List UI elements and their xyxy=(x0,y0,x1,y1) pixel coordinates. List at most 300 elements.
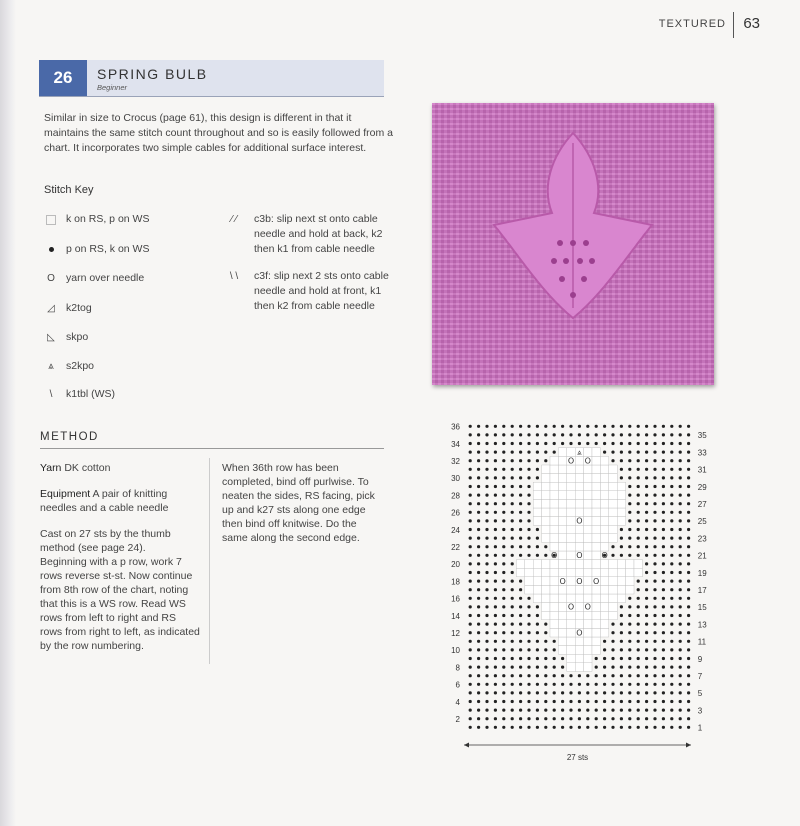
chart-cell-purl xyxy=(670,425,673,428)
chart-cell-purl xyxy=(511,623,514,626)
chart-cell-knit xyxy=(533,491,541,500)
chart-cell-purl xyxy=(603,683,606,686)
chart-cell-purl xyxy=(679,597,682,600)
chart-cell-purl xyxy=(611,726,614,729)
chart-cell-purl xyxy=(662,614,665,617)
chart-cell-knit xyxy=(575,482,583,491)
chart-cell-purl xyxy=(561,433,564,436)
knitted-swatch-photo xyxy=(432,103,714,385)
chart-cell-purl xyxy=(603,657,606,660)
chart-cell-purl xyxy=(544,433,547,436)
chart-cell-purl xyxy=(553,640,556,643)
pattern-title-bar xyxy=(39,60,384,97)
chart-cell-purl xyxy=(679,502,682,505)
chart-cell-purl xyxy=(553,674,556,677)
chart-cell-purl xyxy=(494,631,497,634)
chart-cell-purl xyxy=(519,502,522,505)
chart-cell-knit xyxy=(592,465,600,474)
chart-cell-purl xyxy=(511,528,514,531)
chart-cell-knit xyxy=(558,551,566,560)
chart-cell-purl xyxy=(662,623,665,626)
chart-cell-purl xyxy=(553,700,556,703)
chart-cell-knit xyxy=(567,508,575,517)
chart-cell-purl xyxy=(645,459,648,462)
chart-cell-purl xyxy=(494,648,497,651)
cable-front-icon: \ \ xyxy=(229,271,239,282)
chart-cell-knit xyxy=(600,456,608,465)
chart-cell-purl xyxy=(637,494,640,497)
chart-cell-purl xyxy=(603,700,606,703)
chart-cell-purl xyxy=(544,554,547,557)
chart-cell-purl xyxy=(494,623,497,626)
chart-cell-purl xyxy=(519,537,522,540)
chart-cell-purl xyxy=(578,709,581,712)
chart-cell-purl xyxy=(620,666,623,669)
chart-cell-purl xyxy=(502,700,505,703)
chart-cell-purl xyxy=(679,726,682,729)
chart-cell-purl xyxy=(527,597,530,600)
chart-cell-purl xyxy=(502,717,505,720)
chart-cell-purl xyxy=(645,640,648,643)
chart-cell-purl xyxy=(494,476,497,479)
chart-cell-purl xyxy=(469,709,472,712)
chart-cell-purl xyxy=(502,459,505,462)
chart-cell-purl xyxy=(519,726,522,729)
chart-cell-purl xyxy=(687,425,690,428)
chart-cell-knit xyxy=(609,474,617,483)
chart-cell-knit xyxy=(600,534,608,543)
intro-paragraph: Similar in size to Crocus (page 61), this design is different in that it maintains the same stitch count throughout and so is easily followed from a chart. It incorporates two simple cables for additional surface interest. xyxy=(44,112,394,154)
chart-cell-purl xyxy=(670,717,673,720)
chart-cell-purl xyxy=(670,640,673,643)
chart-cell-knit xyxy=(634,560,642,569)
chart-cell-purl xyxy=(670,631,673,634)
chart-cell-purl xyxy=(536,537,539,540)
chart-cell-purl xyxy=(670,580,673,583)
chart-cell-purl xyxy=(519,648,522,651)
chart-cell-purl xyxy=(553,442,556,445)
chart-cell-knit xyxy=(542,508,550,517)
chart-cell-purl xyxy=(662,545,665,548)
chart-cell-purl xyxy=(620,648,623,651)
chart-cell-purl xyxy=(469,691,472,694)
chart-cell-purl xyxy=(645,528,648,531)
chart-cell-purl xyxy=(687,674,690,677)
chart-cell-purl xyxy=(469,580,472,583)
chart-cell-purl xyxy=(469,562,472,565)
chart-cell-purl xyxy=(679,476,682,479)
chart-cell-purl xyxy=(637,554,640,557)
chart-cell-knit xyxy=(558,646,566,655)
chart-cell-purl xyxy=(536,545,539,548)
chart-cell-purl xyxy=(485,554,488,557)
chart-cell-purl xyxy=(653,700,656,703)
chart-cell-purl xyxy=(628,648,631,651)
chart-cell-knit xyxy=(609,465,617,474)
row-label-right: 21 xyxy=(697,551,707,561)
chart-cell-purl xyxy=(670,494,673,497)
chart-cell-purl xyxy=(502,511,505,514)
chart-cell-purl xyxy=(494,640,497,643)
chart-cell-knit xyxy=(584,585,592,594)
chart-cell-purl xyxy=(569,442,572,445)
chart-cell-purl xyxy=(527,700,530,703)
chart-cell-purl xyxy=(477,528,480,531)
chart-cell-purl xyxy=(653,425,656,428)
chart-cell-purl xyxy=(519,433,522,436)
chart-cell-purl xyxy=(586,674,589,677)
chart-cell-knit xyxy=(584,628,592,637)
chart-cell-knit xyxy=(558,525,566,534)
chart-cell-purl xyxy=(628,554,631,557)
chart-cell-purl xyxy=(595,683,598,686)
chart-cell-purl xyxy=(611,554,614,557)
chart-cell-purl xyxy=(469,459,472,462)
chart-cell-purl xyxy=(679,631,682,634)
chart-cell-purl xyxy=(628,425,631,428)
chart-cell-purl xyxy=(536,691,539,694)
chart-cell-purl xyxy=(477,545,480,548)
chart-cell-purl xyxy=(611,666,614,669)
chart-cell-knit xyxy=(584,508,592,517)
chart-cell-purl xyxy=(679,571,682,574)
chart-cell-knit xyxy=(584,551,592,560)
row-label-right: 3 xyxy=(697,706,703,716)
chart-cell-purl xyxy=(536,631,539,634)
chart-cell-purl xyxy=(477,562,480,565)
chart-cell-purl xyxy=(670,459,673,462)
chart-cell-purl xyxy=(519,459,522,462)
chart-cell-knit xyxy=(584,577,592,586)
chart-cell-purl xyxy=(485,631,488,634)
chart-cell-knit xyxy=(558,474,566,483)
chart-cell-knit xyxy=(525,560,533,569)
chart-cell-purl xyxy=(511,425,514,428)
key-item-c3b: ⁄ ⁄ c3b: slip next st onto cable needle and hold at back, k2 then k1 from cable needle xyxy=(222,212,404,257)
chart-cell-purl xyxy=(637,640,640,643)
chart-cell-purl xyxy=(653,580,656,583)
row-label-left: 28 xyxy=(451,491,460,501)
chart-cell-purl xyxy=(502,502,505,505)
chart-cell-knit xyxy=(542,594,550,603)
chart-cell-purl xyxy=(645,511,648,514)
chart-cell-knit xyxy=(542,474,550,483)
chart-cell-purl xyxy=(469,528,472,531)
chart-cell-purl xyxy=(595,717,598,720)
chart-cell-purl xyxy=(527,451,530,454)
chart-cell-knit xyxy=(600,482,608,491)
chart-cell-purl xyxy=(679,528,682,531)
chart-cell-purl xyxy=(637,709,640,712)
chart-cell-purl xyxy=(653,485,656,488)
chart-cell-purl xyxy=(511,614,514,617)
chart-cell-purl xyxy=(536,657,539,660)
chart-cell-purl xyxy=(519,614,522,617)
row-label-left: 26 xyxy=(451,508,460,518)
chart-cell-knit xyxy=(575,499,583,508)
chart-cell-purl xyxy=(670,709,673,712)
chart-cell-knit xyxy=(609,517,617,526)
chart-cell-purl xyxy=(469,485,472,488)
yarn-over-icon: O xyxy=(567,456,575,466)
row-label-right: 19 xyxy=(697,568,707,578)
chart-cell-knit xyxy=(567,611,575,620)
chart-cell-knit xyxy=(567,448,575,457)
chart-cell-purl xyxy=(620,640,623,643)
chart-cell-purl xyxy=(653,502,656,505)
chart-cell-purl xyxy=(628,623,631,626)
chart-cell-purl xyxy=(536,674,539,677)
chart-cell-knit xyxy=(558,448,566,457)
chart-cell-knit xyxy=(533,568,541,577)
chart-cell-knit xyxy=(550,456,558,465)
chart-cell-knit xyxy=(558,508,566,517)
chart-cell-purl xyxy=(536,726,539,729)
chart-cell-purl xyxy=(603,648,606,651)
chart-cell-purl xyxy=(511,451,514,454)
chart-cell-purl xyxy=(502,494,505,497)
chart-cell-purl xyxy=(527,468,530,471)
chart-cell-purl xyxy=(611,691,614,694)
chart-cell-purl xyxy=(469,588,472,591)
row-label-left: 24 xyxy=(451,525,460,535)
chart-cell-purl xyxy=(569,700,572,703)
chart-cell-knit xyxy=(600,594,608,603)
chart-cell-knit xyxy=(575,534,583,543)
chart-cell-purl xyxy=(519,709,522,712)
chart-cell-purl xyxy=(494,691,497,694)
chart-cell-purl xyxy=(569,683,572,686)
chart-cell-knit xyxy=(609,508,617,517)
chart-cell-purl xyxy=(670,605,673,608)
chart-cell-purl xyxy=(645,605,648,608)
row-label-right: 9 xyxy=(697,654,703,664)
chart-cell-purl xyxy=(502,545,505,548)
chart-cell-knit xyxy=(575,542,583,551)
chart-cell-purl xyxy=(485,648,488,651)
chart-cell-purl xyxy=(653,717,656,720)
chart-cell-purl xyxy=(628,657,631,660)
equipment-line: Equipment A pair of knitting needles and a cable needle xyxy=(40,488,169,514)
chart-cell-knit xyxy=(567,525,575,534)
chart-cell-knit xyxy=(584,491,592,500)
chart-cell-purl xyxy=(502,580,505,583)
cable-back-icon: ⁄ ⁄ xyxy=(230,214,238,225)
chart-cell-purl xyxy=(477,468,480,471)
chart-cell-knit xyxy=(634,568,642,577)
chart-cell-purl xyxy=(485,433,488,436)
chart-cell-purl xyxy=(502,451,505,454)
chart-cell-purl xyxy=(645,502,648,505)
chart-cell-purl xyxy=(578,425,581,428)
chart-cell-purl xyxy=(637,442,640,445)
chart-cell-purl xyxy=(469,597,472,600)
chart-cell-purl xyxy=(595,700,598,703)
chart-cell-purl xyxy=(536,648,539,651)
chart-cell-purl xyxy=(485,485,488,488)
dot-icon xyxy=(44,242,58,257)
chart-cell-purl xyxy=(502,425,505,428)
chart-cell-knit xyxy=(609,568,617,577)
chart-cell-purl xyxy=(620,614,623,617)
yarn-over-icon: O xyxy=(576,551,583,561)
chart-cell-purl xyxy=(469,545,472,548)
chart-cell-purl xyxy=(679,545,682,548)
chart-width-indicator xyxy=(464,743,691,748)
chart-cell-purl xyxy=(469,442,472,445)
chart-cell-purl xyxy=(620,425,623,428)
chart-cell-purl xyxy=(536,528,539,531)
chart-width-label: 27 sts xyxy=(566,753,589,762)
chart-cell-purl xyxy=(586,717,589,720)
chart-cell-purl xyxy=(679,537,682,540)
chart-cell-purl xyxy=(511,666,514,669)
chart-cell-purl xyxy=(628,528,631,531)
chart-cell-purl xyxy=(511,442,514,445)
chart-cell-knit xyxy=(609,577,617,586)
yarn-over-icon: O xyxy=(576,628,583,638)
chart-cell-purl xyxy=(645,648,648,651)
chart-cell-knit xyxy=(533,499,541,508)
chart-cell-purl xyxy=(511,485,514,488)
chart-cell-purl xyxy=(679,519,682,522)
row-label-left: 30 xyxy=(451,474,460,484)
chart-cell-knit xyxy=(592,568,600,577)
chart-cell-purl xyxy=(519,545,522,548)
chart-cell-purl xyxy=(620,433,623,436)
chart-cell-purl xyxy=(603,709,606,712)
chart-cell-knit xyxy=(550,525,558,534)
chart-cell-purl xyxy=(527,683,530,686)
chart-cell-purl xyxy=(620,631,623,634)
chart-cell-purl xyxy=(477,588,480,591)
chart-cell-purl xyxy=(477,666,480,669)
chart-cell-purl xyxy=(586,433,589,436)
chart-cell-purl xyxy=(670,485,673,488)
finishing-text: When 36th row has been completed, bind off purlwise. To neaten the sides, RS facing, pick up and k27 sts along one edge then bind off knitwise. Do the same along the second edge. xyxy=(222,462,375,544)
chart-cell-purl xyxy=(670,623,673,626)
chart-cell-purl xyxy=(477,571,480,574)
chart-cell-purl xyxy=(511,588,514,591)
chart-cell-purl xyxy=(536,683,539,686)
chart-cell-purl xyxy=(637,700,640,703)
chart-cell-knit xyxy=(542,525,550,534)
chart-cell-purl xyxy=(561,666,564,669)
chart-cell-purl xyxy=(494,537,497,540)
chart-cell-purl xyxy=(595,442,598,445)
yarn-over-icon: O xyxy=(584,602,591,612)
chart-cell-purl xyxy=(670,451,673,454)
chart-cell-purl xyxy=(645,537,648,540)
chart-cell-purl xyxy=(687,666,690,669)
chart-cell-purl xyxy=(687,537,690,540)
chart-cell-purl xyxy=(494,597,497,600)
row-label-left: 6 xyxy=(455,680,460,690)
row-label-right: 25 xyxy=(697,517,707,527)
chart-cell-purl xyxy=(544,683,547,686)
chart-grid xyxy=(469,425,691,729)
chart-cell-purl xyxy=(662,519,665,522)
chart-cell-purl xyxy=(653,666,656,669)
chart-cell-knit xyxy=(592,637,600,646)
chart-cell-purl xyxy=(653,442,656,445)
chart-cell-knit xyxy=(542,560,550,569)
chart-cell-purl xyxy=(477,605,480,608)
chart-cell-purl xyxy=(611,623,614,626)
chart-cell-purl xyxy=(628,683,631,686)
chart-cell-purl xyxy=(502,468,505,471)
row-label-left: 20 xyxy=(451,560,460,570)
chart-cell-purl xyxy=(670,519,673,522)
method-rule xyxy=(40,448,384,449)
skpo-icon: ◺ xyxy=(47,332,55,343)
chart-cell-purl xyxy=(485,666,488,669)
chart-cell-purl xyxy=(620,674,623,677)
chart-cell-purl xyxy=(679,468,682,471)
chart-cell-purl xyxy=(653,433,656,436)
chart-cell-purl xyxy=(561,726,564,729)
chart-cell-knit xyxy=(575,663,583,672)
chart-cell-purl xyxy=(653,554,656,557)
chart-cell-purl xyxy=(469,674,472,677)
chart-cell-purl xyxy=(553,709,556,712)
chart-cell-purl xyxy=(519,597,522,600)
chart-cell-purl xyxy=(494,459,497,462)
row-label-right: 15 xyxy=(697,603,707,613)
chart-cell-purl xyxy=(527,717,530,720)
chart-cell-knit xyxy=(542,611,550,620)
chart-cell-purl xyxy=(519,519,522,522)
chart-cell-purl xyxy=(628,433,631,436)
chart-cell-purl xyxy=(637,691,640,694)
chart-cell-purl xyxy=(662,597,665,600)
chart-cell-purl xyxy=(469,494,472,497)
chart-cell-purl xyxy=(527,554,530,557)
pattern-number: 26 xyxy=(39,60,87,96)
chart-cell-purl xyxy=(494,605,497,608)
yarn-over-icon: O xyxy=(576,516,583,526)
chart-cell-knit xyxy=(617,517,625,526)
chart-cell-knit xyxy=(592,611,600,620)
chart-cell-purl xyxy=(611,648,614,651)
chart-cell-purl xyxy=(628,442,631,445)
chart-cell-purl xyxy=(670,442,673,445)
chart-cell-purl xyxy=(670,648,673,651)
chart-cell-purl xyxy=(477,476,480,479)
chart-cell-purl xyxy=(679,433,682,436)
chart-cell-purl xyxy=(477,519,480,522)
chart-cell-knit xyxy=(617,560,625,569)
chart-cell-purl xyxy=(477,459,480,462)
chart-cell-purl xyxy=(527,459,530,462)
column-rule xyxy=(209,458,210,664)
chart-cell-purl xyxy=(511,605,514,608)
chart-cell-purl xyxy=(502,726,505,729)
stitch-key-heading: Stitch Key xyxy=(44,184,94,196)
chart-cell-knit xyxy=(617,568,625,577)
row-label-left: 14 xyxy=(451,611,460,621)
chart-cell-purl xyxy=(502,691,505,694)
chart-cell-purl xyxy=(544,691,547,694)
chart-cell-knit xyxy=(617,508,625,517)
chart-cell-knit xyxy=(533,482,541,491)
chart-cell-purl xyxy=(637,674,640,677)
chart-cell-knit xyxy=(550,474,558,483)
chart-cell-knit xyxy=(567,551,575,560)
chart-cell-knit xyxy=(609,534,617,543)
chart-cell-knit xyxy=(567,491,575,500)
chart-cell-purl xyxy=(620,605,623,608)
